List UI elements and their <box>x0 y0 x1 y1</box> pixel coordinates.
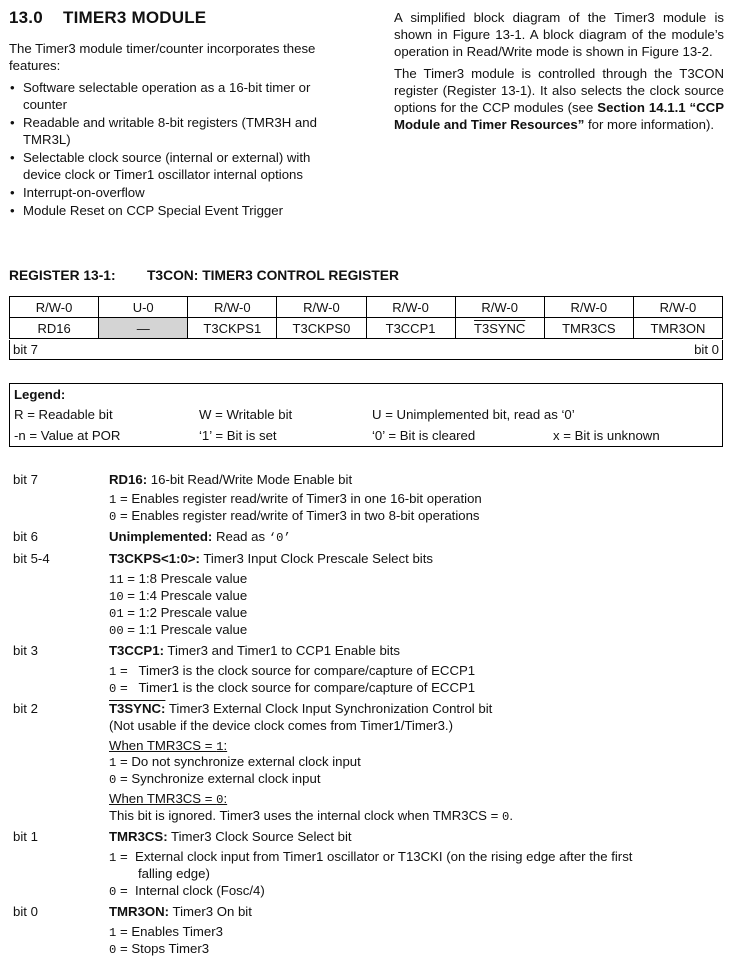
bit1-text-1: = External clock input from Timer1 oscillator or T13CKI (on the rising edge after the first <box>116 849 633 864</box>
access-cell: R/W-0 <box>366 297 455 318</box>
bit7-name: RD16: <box>109 472 148 487</box>
bit54-text-11: = 1:8 Prescale value <box>123 571 248 586</box>
bit3-text-0: = Timer1 is the clock source for compare/capture of ECCP1 <box>116 680 476 695</box>
bit54-text-01: = 1:2 Prescale value <box>123 605 248 620</box>
bit2-text-1: = Do not synchronize external clock input <box>116 754 361 769</box>
bit2-code-1: 1 <box>109 756 117 770</box>
bit2-cond0-end: : <box>223 791 228 806</box>
access-cell: R/W-0 <box>277 297 366 318</box>
bit3-value-0 <box>109 679 475 698</box>
bit7-code-1: 1 <box>109 493 117 507</box>
legend-readable: R = Readable bit <box>14 407 113 422</box>
bit0-code-1: 1 <box>109 926 117 940</box>
bit2-ignored-code: 0 <box>501 810 510 824</box>
access-cell: R/W-0 <box>633 297 722 318</box>
bit2-name: T3SYNC: <box>109 701 166 716</box>
bit-cell-rd16: RD16 <box>10 318 99 339</box>
bit54-label: bit 5-4 <box>13 551 50 566</box>
bit2-ignored-text: This bit is ignored. Timer3 uses the internal clock when TMR3CS = <box>109 808 502 823</box>
right-column <box>394 9 724 138</box>
bit0-name: TMR3ON: <box>109 904 170 919</box>
bit6-value: ‘0’ <box>268 531 291 545</box>
bit-index-row <box>9 340 723 360</box>
legend-box <box>9 383 723 447</box>
legend-unimplemented: U = Unimplemented bit, read as ‘0’ <box>372 407 575 422</box>
bit7-code-0: 0 <box>109 510 117 524</box>
bit0-text-0: = Stops Timer3 <box>116 941 210 956</box>
right-paragraph-2 <box>394 65 724 133</box>
bit54-text-10: = 1:4 Prescale value <box>123 588 248 603</box>
register-title <box>9 267 399 284</box>
bit2-note: (Not usable if the device clock comes from Timer1/Timer3.) <box>109 718 453 733</box>
bit1-value-0 <box>109 882 265 901</box>
legend-bit-cleared: ‘0’ = Bit is cleared <box>372 428 476 443</box>
feature-item: • Module Reset on CCP Special Event Trigger <box>9 202 349 219</box>
bit1-code-0: 0 <box>109 885 117 899</box>
right-paragraph-2-b: for more information). <box>584 117 715 132</box>
bit7-desc: 16-bit Read/Write Mode Enable bit <box>147 472 353 487</box>
bit-cell-t3ckps1: T3CKPS1 <box>188 318 277 339</box>
section-reference-link[interactable]: Section 14.1.1 “CCP Module and Timer Resources” <box>394 100 724 132</box>
bit6-title <box>109 528 291 547</box>
section-title: TIMER3 MODULE <box>63 8 207 27</box>
access-row <box>10 297 723 318</box>
bit1-text-0: = Internal clock (Fosc/4) <box>116 883 265 898</box>
bit3-code-0: 0 <box>109 682 117 696</box>
bit-name-row <box>10 318 723 339</box>
bit-cell-tmr3cs: TMR3CS <box>544 318 633 339</box>
bit0-title <box>109 903 252 920</box>
bit2-cond1-code: 1 <box>216 740 224 754</box>
bit-cell-t3ccp1: T3CCP1 <box>366 318 455 339</box>
bit1-value-1-cont: falling edge) <box>138 866 210 881</box>
bit54-text-00: = 1:1 Prescale value <box>123 622 248 637</box>
bit2-cond0-text: When TMR3CS = <box>109 791 217 806</box>
bit7-title <box>109 471 352 488</box>
feature-item: • Readable and writable 8-bit registers (TMR3H and TMR3L) <box>9 114 349 148</box>
access-cell: R/W-0 <box>544 297 633 318</box>
feature-list <box>9 79 349 220</box>
legend-bit-unknown: x = Bit is unknown <box>553 428 660 443</box>
bit54-code-01: 01 <box>109 607 124 621</box>
bit-cell-t3sync <box>455 318 544 339</box>
register-table <box>9 296 723 339</box>
feature-item: • Selectable clock source (internal or external) with device clock or Timer1 oscillator internal options <box>9 149 349 183</box>
feature-item: • Interrupt-on-overflow <box>9 184 349 201</box>
bit0-label: bit 0 <box>13 904 38 919</box>
bit2-text-0: = Synchronize external clock input <box>116 771 321 786</box>
bit3-desc: Timer3 and Timer1 to CCP1 Enable bits <box>163 643 400 658</box>
bit1-name: TMR3CS: <box>109 829 168 844</box>
bit1-desc: Timer3 Clock Source Select bit <box>167 829 352 844</box>
bit3-label: bit 3 <box>13 643 38 658</box>
bit2-label: bit 2 <box>13 701 38 716</box>
access-cell: U-0 <box>99 297 188 318</box>
bit3-text-1: = Timer3 is the clock source for compare/capture of ECCP1 <box>116 663 476 678</box>
bit2-ignored-note <box>109 807 513 826</box>
legend-por: -n = Value at POR <box>14 428 121 443</box>
bit3-code-1: 1 <box>109 665 117 679</box>
section-heading <box>9 9 206 26</box>
bit7-value-0 <box>109 507 480 526</box>
bit-cell-t3ckps0: T3CKPS0 <box>277 318 366 339</box>
register-name: T3CON: TIMER3 CONTROL REGISTER <box>147 268 399 283</box>
bit7-label: bit 7 <box>13 472 38 487</box>
bit54-code-00: 00 <box>109 624 124 638</box>
bit0-text-1: = Enables Timer3 <box>116 924 223 939</box>
bit1-label: bit 1 <box>13 829 38 844</box>
access-cell: R/W-0 <box>188 297 277 318</box>
bit-low-label: bit 0 <box>694 342 719 357</box>
bit54-value-00 <box>109 621 247 640</box>
bit0-code-0: 0 <box>109 943 117 957</box>
right-paragraph-1: A simplified block diagram of the Timer3 module is shown in Figure 13-1. A block diagram of the module’s operation in Read/Write mode is shown in Figure 13-2. <box>394 10 724 59</box>
bit6-desc: Read as <box>212 529 269 544</box>
register-label: REGISTER 13-1: <box>9 268 116 283</box>
bit2-desc: Timer3 External Clock Input Synchronization Control bit <box>165 701 493 716</box>
bit3-name: T3CCP1: <box>109 643 164 658</box>
bit2-cond0-code: 0 <box>216 793 224 807</box>
bit54-name: T3CKPS<1:0>: <box>109 551 200 566</box>
legend-bit-set: ‘1’ = Bit is set <box>199 428 277 443</box>
bit0-value-0 <box>109 940 209 959</box>
bit6-name: Unimplemented: <box>109 529 213 544</box>
legend-writable: W = Writable bit <box>199 407 293 422</box>
bit7-text-0: = Enables register read/write of Timer3 in two 8-bit operations <box>116 508 480 523</box>
bit-high-label: bit 7 <box>13 342 38 357</box>
bit2-title <box>109 700 492 717</box>
section-number: 13.0 <box>9 8 43 27</box>
access-cell: R/W-0 <box>455 297 544 318</box>
right-paragraph-2-a: The Timer3 module is controlled through the T3CON register (Register 13-1). It also selects the clock source options for the CCP modules (see <box>394 66 724 115</box>
intro-text: The Timer3 module timer/counter incorporates these features: <box>9 41 316 73</box>
bit2-ignored-end: . <box>509 808 513 823</box>
t3sync-overline-label: T3SYNC <box>474 320 526 336</box>
bit1-title <box>109 828 352 845</box>
bit54-desc: Timer3 Input Clock Prescale Select bits <box>199 551 433 566</box>
bit-cell-unimplemented: — <box>99 318 188 339</box>
bit-cell-tmr3on: TMR3ON <box>633 318 722 339</box>
legend-title: Legend: <box>14 387 66 402</box>
bit0-desc: Timer3 On bit <box>169 904 252 919</box>
bit54-code-10: 10 <box>109 590 124 604</box>
bit2-cond1-text: When TMR3CS = <box>109 738 217 753</box>
bit6-label: bit 6 <box>13 529 38 544</box>
bit7-text-1: = Enables register read/write of Timer3 in one 16-bit operation <box>116 491 482 506</box>
bit54-code-11: 11 <box>109 573 124 587</box>
bit1-code-1: 1 <box>109 851 117 865</box>
bit2-cond1-end: : <box>223 738 228 753</box>
bit3-title <box>109 642 400 659</box>
access-cell: R/W-0 <box>10 297 99 318</box>
bit54-title <box>109 550 433 567</box>
bit2-code-0: 0 <box>109 773 117 787</box>
bit2-value-0 <box>109 770 320 789</box>
feature-item: • Software selectable operation as a 16-bit timer or counter <box>9 79 349 113</box>
